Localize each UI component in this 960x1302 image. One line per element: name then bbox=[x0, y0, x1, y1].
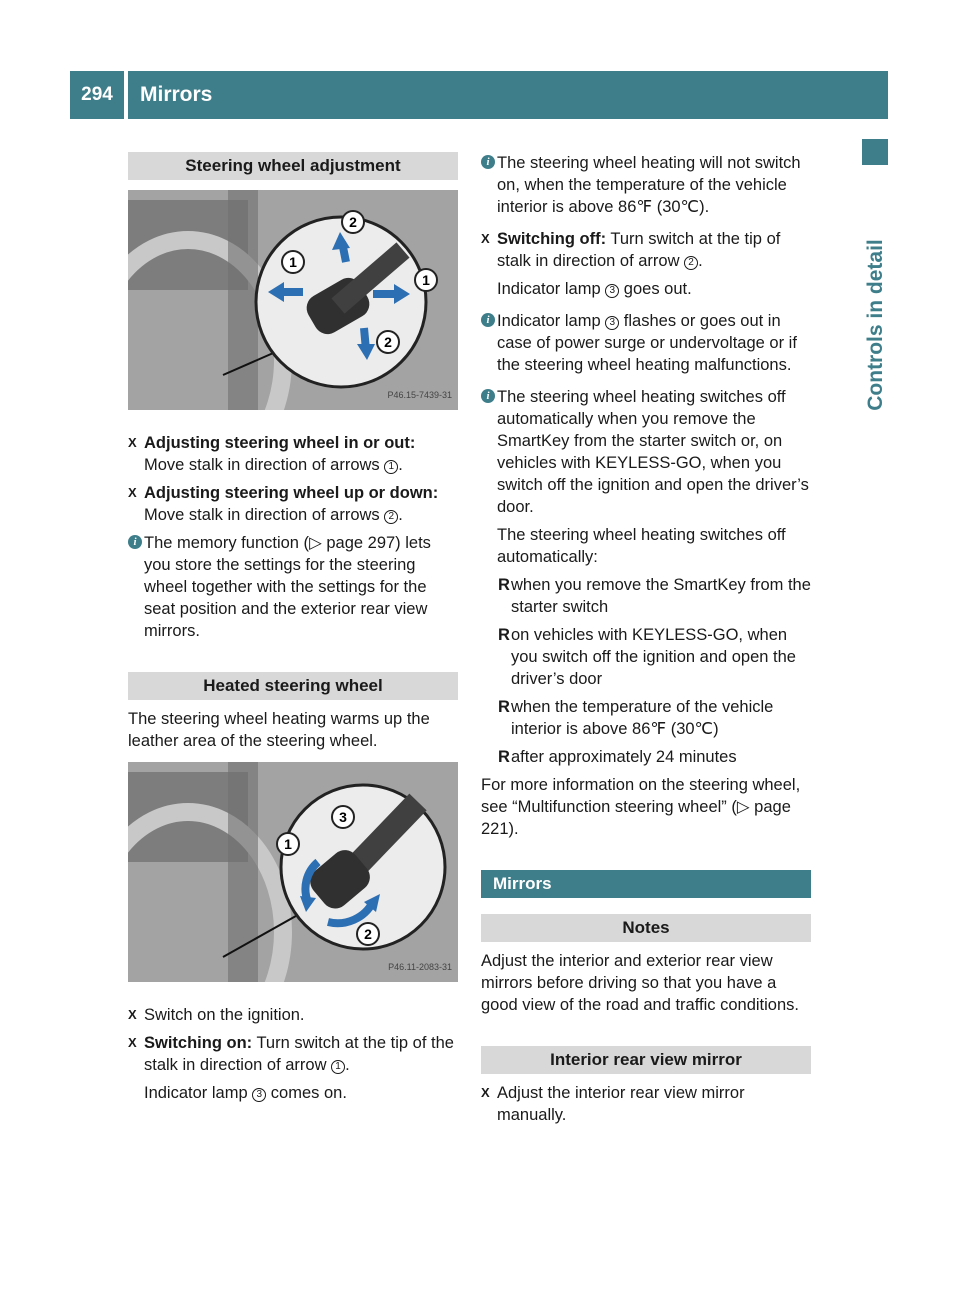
step-switching-on: X Switching on: Turn switch at the tip of the stalk in direction of arrow 1 . bbox=[128, 1034, 454, 1074]
side-label-text: Controls in detail bbox=[864, 239, 887, 411]
callout-ref: 3 bbox=[605, 284, 619, 298]
step-switching-off-result: Indicator lamp 3 goes out. bbox=[497, 280, 692, 298]
info-auto-off: i The steering wheel heating switches off automatically when you remove the SmartKey from the starter switch or, on vehicles with KEYLESS-GO, when you switch off the ignition and open the driver’s door. bbox=[481, 386, 811, 518]
left-column bbox=[128, 152, 458, 1110]
page-ref-arrow-icon: ▷ bbox=[736, 798, 750, 816]
step-marker: X bbox=[128, 1007, 137, 1022]
step-switching-off: X Switching off: Turn switch at the tip of stalk in direction of arrow 2 . bbox=[481, 230, 781, 270]
section-mirrors: Mirrors bbox=[481, 870, 811, 898]
figure-code: P46.15-7439-31 bbox=[387, 390, 452, 400]
step-adjust-interior-mirror: X Adjust the interior rear view mirror manually. bbox=[481, 1084, 745, 1124]
step-marker: X bbox=[481, 231, 490, 246]
step-adjust-in-out: X Adjusting steering wheel in or out: Move stalk in direction of arrows 1 . bbox=[128, 434, 416, 474]
callout-ref: 2 bbox=[684, 256, 698, 270]
callout-2: 2 bbox=[364, 926, 372, 942]
callout-1: 1 bbox=[284, 836, 292, 852]
page-number: 294 bbox=[70, 71, 124, 119]
page-ref-arrow-icon: ▷ bbox=[309, 534, 322, 552]
list-item: R when you remove the SmartKey from the starter switch bbox=[498, 576, 811, 616]
info-indicator-flash: i Indicator lamp 3 flashes or goes out in case of power surge or undervoltage or if the steering wheel heating malfunctions. bbox=[481, 310, 811, 376]
figure-steering-adjustment bbox=[128, 190, 458, 410]
notes-paragraph: Adjust the interior and exterior rear view mirrors before driving so that you have a good view of the road and traffic conditions. bbox=[481, 952, 799, 1014]
list-item: R after approximately 24 minutes bbox=[498, 748, 737, 766]
step-adjust-up-down: X Adjusting steering wheel up or down: Move stalk in direction of arrows 2 . bbox=[128, 484, 439, 524]
section-interior-mirror: Interior rear view mirror bbox=[481, 1046, 811, 1074]
step-marker: X bbox=[128, 485, 137, 500]
info-icon: i bbox=[481, 313, 495, 327]
info-temperature: i The steering wheel heating will not switch on, when the temperature of the vehicle interior is above 86℉ (30℃). bbox=[481, 152, 811, 218]
figure-code: P46.11-2083-31 bbox=[388, 962, 452, 972]
callout-3: 3 bbox=[339, 809, 347, 825]
step-ignition: X Switch on the ignition. bbox=[128, 1006, 305, 1024]
heated-intro: The steering wheel heating warms up the leather area of the steering wheel. bbox=[128, 710, 430, 750]
callout-ref: 3 bbox=[605, 316, 619, 330]
figure-heated-wheel bbox=[128, 762, 458, 982]
step-marker: X bbox=[128, 1035, 137, 1050]
info-icon: i bbox=[481, 155, 495, 169]
callout-ref: 1 bbox=[331, 1060, 345, 1074]
section-heated-steering-wheel: Heated steering wheel bbox=[128, 672, 458, 700]
page-title: Mirrors bbox=[128, 71, 888, 119]
side-tab-marker bbox=[862, 139, 888, 165]
right-column bbox=[481, 152, 811, 1132]
callout-ref: 2 bbox=[384, 510, 398, 524]
heated-wheel-illustration bbox=[128, 762, 458, 982]
section-steering-wheel-adjustment: Steering wheel adjustment bbox=[128, 152, 458, 180]
auto-off-intro: The steering wheel heating switches off automatically: bbox=[497, 526, 786, 566]
list-item: R when the temperature of the vehicle interior is above 86℉ (30℃) bbox=[498, 698, 774, 738]
step-marker: X bbox=[481, 1085, 490, 1100]
info-memory-function: i The memory function (▷ page 297) lets you store the settings for the steering wheel together with the settings for the seat position and the exterior rear view mirrors. bbox=[128, 532, 458, 642]
callout-ref: 1 bbox=[384, 460, 398, 474]
callout-2a: 2 bbox=[349, 214, 357, 230]
callout-2b: 2 bbox=[384, 334, 392, 350]
more-info-paragraph: For more information on the steering wheel, see “Multifunction steering wheel” (▷ page 221). bbox=[481, 776, 801, 838]
callout-ref: 3 bbox=[252, 1088, 266, 1102]
list-item: R on vehicles with KEYLESS-GO, when you switch off the ignition and open the driver’s door bbox=[498, 626, 796, 688]
step-marker: X bbox=[128, 435, 137, 450]
side-label bbox=[852, 175, 900, 475]
callout-1b: 1 bbox=[422, 272, 430, 288]
section-notes: Notes bbox=[481, 914, 811, 942]
info-icon: i bbox=[481, 389, 495, 403]
info-icon: i bbox=[128, 535, 142, 549]
callout-1a: 1 bbox=[289, 254, 297, 270]
steering-adjustment-illustration bbox=[128, 190, 458, 410]
step-switching-on-result: Indicator lamp 3 comes on. bbox=[144, 1084, 347, 1102]
